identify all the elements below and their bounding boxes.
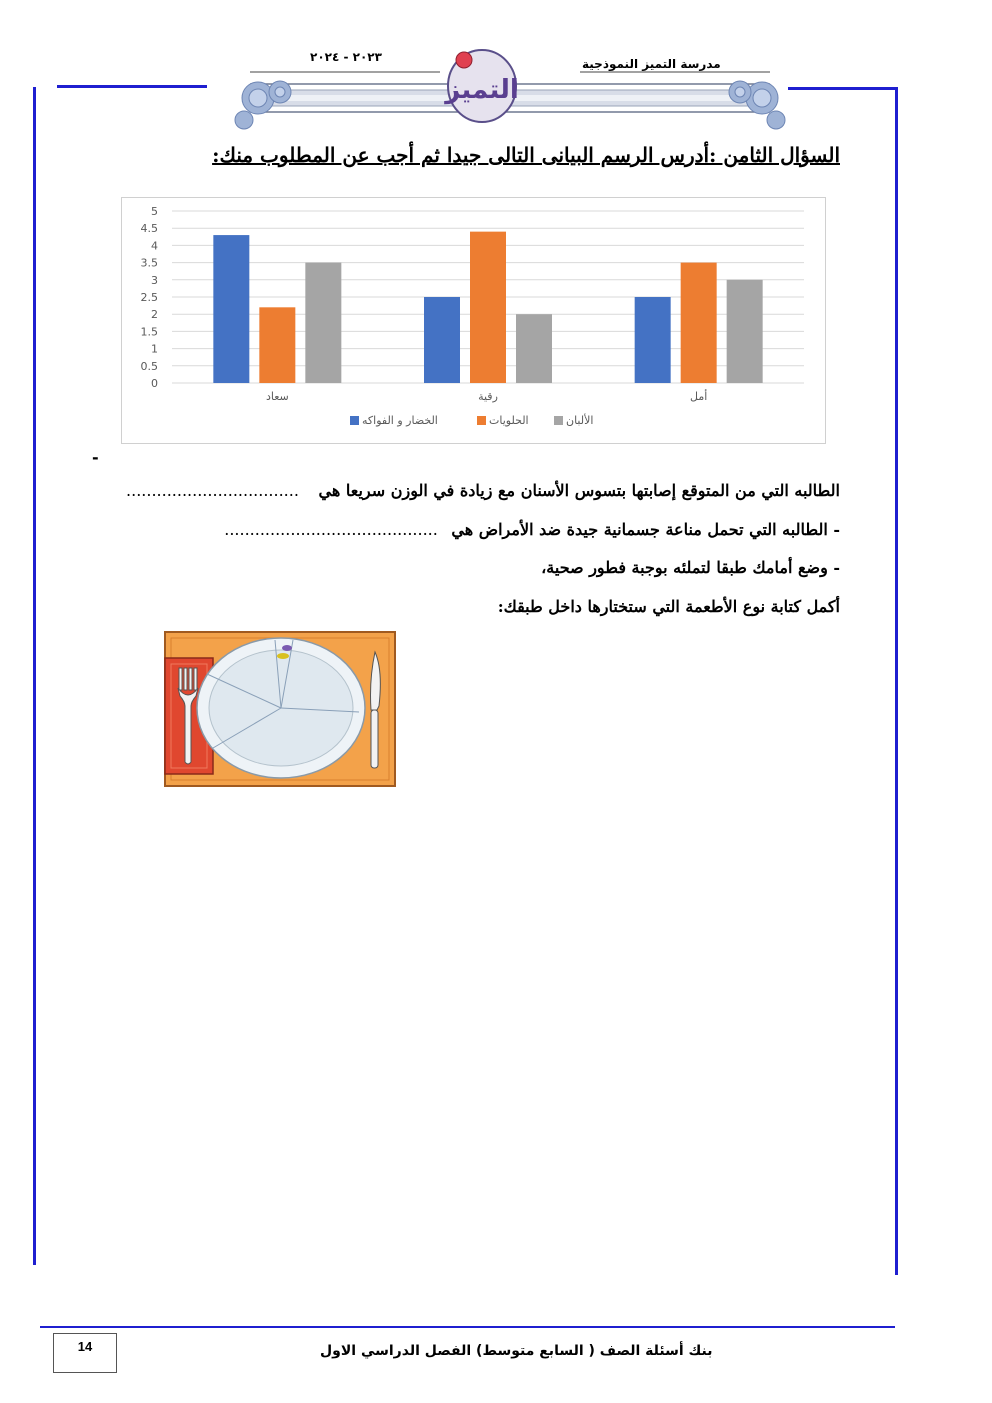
y-tick-label: 4.5 <box>140 222 158 236</box>
bar <box>635 297 671 383</box>
question-line-4: أكمل كتابة نوع الأطعمة التي ستختارها داخل طبقك: <box>497 597 840 616</box>
x-tick-label: أمل <box>690 390 708 403</box>
answer-blank-1[interactable]: .................................. <box>126 481 299 500</box>
legend-swatch <box>350 416 359 425</box>
question-title: السؤال الثامن :أدرس الرسم البيانى التالى جيدا ثم أجب عن المطلوب منك: <box>212 143 840 167</box>
dash-mark: - <box>92 448 99 467</box>
bar <box>470 232 506 383</box>
page-border-top-left <box>57 85 207 88</box>
legend-label: الخضار و الفواكه <box>362 414 438 427</box>
answer-blank-2[interactable]: .......................................... <box>224 520 438 539</box>
plate-illustration[interactable] <box>163 630 397 788</box>
logo-text: التميز <box>445 75 519 105</box>
x-tick-label: سعاد <box>265 390 289 403</box>
page-border-top-right <box>788 87 898 90</box>
y-tick-label: 4 <box>151 239 158 253</box>
bar <box>516 314 552 383</box>
y-tick-label: 3 <box>151 273 158 287</box>
legend-swatch <box>554 416 563 425</box>
y-tick-label: 0.5 <box>140 359 158 373</box>
y-tick-label: 1 <box>151 342 158 356</box>
school-logo <box>444 44 520 124</box>
y-tick-label: 3.5 <box>140 256 158 270</box>
bar <box>305 263 341 383</box>
y-tick-label: 1.5 <box>140 325 158 339</box>
school-name: مدرسة التميز النموذجية <box>582 57 721 71</box>
y-tick-label: 2 <box>151 308 158 322</box>
footer-text: بنك أسئلة الصف ( السابع متوسط) الفصل الدراسي الاول <box>320 1343 713 1359</box>
page-border-bottom <box>40 1326 895 1328</box>
question-line-1-text: الطالبه التي من المتوقع إصابتها بتسوس الأسنان مع زيادة في الوزن سريعا هي <box>318 481 840 500</box>
header-years: ٢٠٢٣ - ٢٠٢٤ <box>310 50 382 64</box>
bar <box>213 235 249 383</box>
page-number-box <box>53 1333 117 1373</box>
page-border-right <box>895 87 898 1275</box>
question-line-3: - وضع أمامك طبقا لتملئه بوجبة فطور صحية، <box>541 558 840 577</box>
bar <box>424 297 460 383</box>
legend-label: الحلويات <box>489 414 529 427</box>
x-tick-label: رقية <box>478 390 498 403</box>
bar <box>259 307 295 383</box>
bar-chart <box>121 197 826 444</box>
bar-chart-svg <box>122 198 825 443</box>
plate-icon <box>197 638 365 778</box>
question-line-2-text: - الطالبه التي تحمل مناعة جسمانية جيدة ضد الأمراض هي <box>451 520 840 539</box>
question-line-2 <box>224 520 840 539</box>
y-tick-label: 5 <box>151 205 158 218</box>
page-border-left <box>33 87 36 1265</box>
bar <box>681 263 717 383</box>
page-number: 14 <box>77 1339 93 1354</box>
bar <box>727 280 763 383</box>
legend-swatch <box>477 416 486 425</box>
y-tick-label: 0 <box>151 377 158 390</box>
y-tick-label: 2.5 <box>140 291 158 304</box>
question-line-1 <box>126 481 840 500</box>
legend-label: الألبان <box>566 414 594 427</box>
